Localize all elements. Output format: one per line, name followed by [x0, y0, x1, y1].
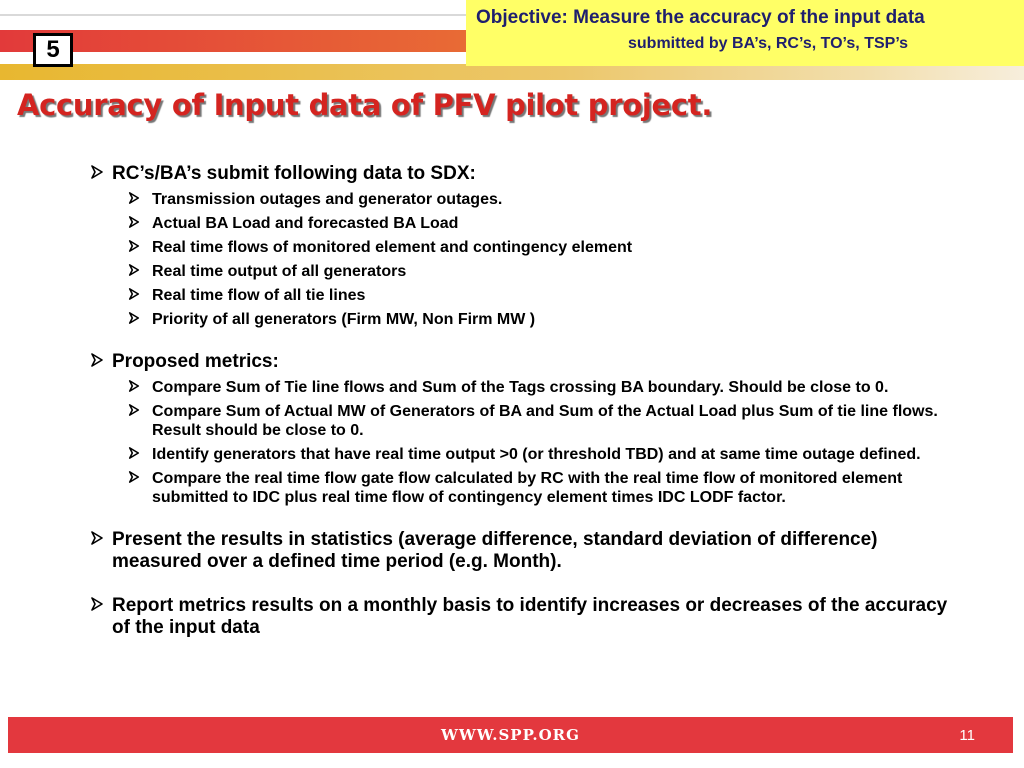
footer-website[interactable]: WWW.SPP.ORG [441, 726, 580, 744]
bullet-text: Proposed metrics: [112, 351, 279, 372]
sub-bullet-text: Priority of all generators (Firm MW, Non Firm MW ) [152, 311, 536, 328]
arrow-bullet-icon [90, 595, 112, 617]
sub-bullet-item [128, 238, 950, 257]
arrow-bullet-icon [128, 190, 152, 209]
sub-bullet-text: Real time flows of monitored element and contingency element [152, 239, 633, 256]
sub-bullet-item [128, 286, 950, 305]
sub-bullet-text: Compare the real time flow gate flow calculated by RC with the real time flow of monitored element submitted to IDC plus real time flow of contingency element times IDC LODF factor. [152, 470, 903, 506]
sub-bullet-text: Compare Sum of Actual MW of Generators of BA and Sum of the Actual Load plus Sum of tie line flows. Result should be close to 0. [152, 403, 938, 439]
bullet-text: Report metrics results on a monthly basis to identify increases or decreases of the accuracy of the input data [112, 595, 948, 638]
sub-bullet-item [128, 469, 950, 507]
sub-bullet-item [128, 310, 950, 329]
sub-bullet-item [128, 378, 950, 397]
arrow-bullet-icon [128, 378, 152, 397]
sub-bullet-text: Actual BA Load and forecasted BA Load [152, 215, 459, 232]
page-number: 11 [959, 727, 975, 744]
arrow-bullet-icon [128, 402, 152, 421]
arrow-bullet-icon [128, 214, 152, 233]
arrow-bullet-icon [90, 163, 112, 185]
slide-number-box: 5 [33, 33, 73, 67]
header-gold-band [0, 64, 1024, 80]
sub-bullet-item [128, 214, 950, 233]
sub-bullet-item [128, 445, 950, 464]
arrow-bullet-icon [128, 286, 152, 305]
bullet-item [90, 595, 950, 639]
bullet-text: Present the results in statistics (average difference, standard deviation of difference) measured over a defined time period (e.g. Month). [112, 529, 878, 572]
sub-bullet-text: Real time flow of all tie lines [152, 287, 366, 304]
arrow-bullet-icon [90, 351, 112, 373]
bullet-text: RC’s/BA’s submit following data to SDX: [112, 163, 476, 184]
sub-bullet-text: Transmission outages and generator outages. [152, 191, 503, 208]
footer-bar [8, 717, 1013, 753]
objective-line-2: submitted by BA’s, RC’s, TO’s, TSP’s [628, 35, 909, 52]
sub-bullet-text: Identify generators that have real time output >0 (or threshold TBD) and at same time outage defined. [152, 446, 921, 463]
sub-bullet-text: Real time output of all generators [152, 263, 407, 280]
bullet-item [90, 163, 950, 185]
slide-title: Accuracy of Input data of PFV pilot project. [17, 88, 713, 122]
arrow-bullet-icon [128, 310, 152, 329]
arrow-bullet-icon [128, 445, 152, 464]
sub-bullet-item [128, 190, 950, 209]
bullet-item [90, 529, 950, 573]
arrow-bullet-icon [128, 262, 152, 281]
bullet-item [90, 351, 950, 373]
bullet-content [90, 163, 950, 639]
arrow-bullet-icon [128, 469, 152, 488]
arrow-bullet-icon [90, 529, 112, 551]
arrow-bullet-icon [128, 238, 152, 257]
objective-box [466, 0, 1024, 66]
sub-bullet-text: Compare Sum of Tie line flows and Sum of the Tags crossing BA boundary. Should be close to 0. [152, 379, 889, 396]
objective-line-1: Objective: Measure the accuracy of the input data [476, 7, 925, 28]
sub-bullet-item [128, 402, 950, 440]
sub-bullet-item [128, 262, 950, 281]
